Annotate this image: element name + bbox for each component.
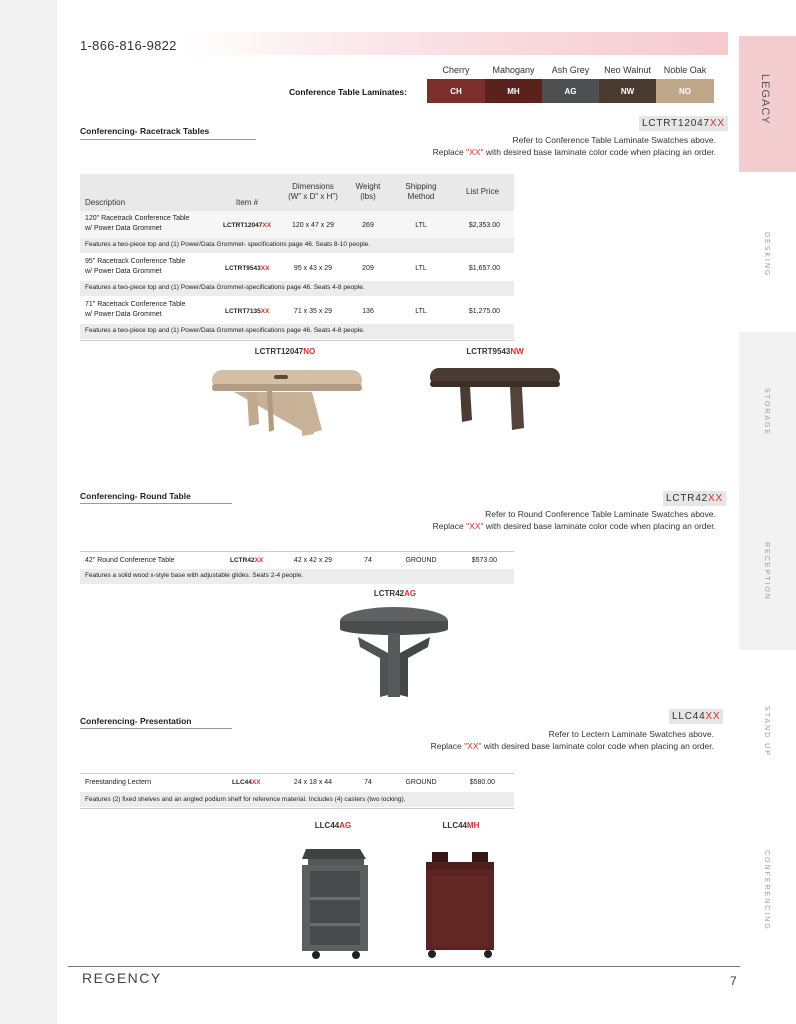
page-number: 7 [730, 974, 737, 988]
racetrack-code-prefix: LCTRT12047 [642, 118, 710, 129]
presentation-title-rule [80, 728, 232, 729]
row-3-feature: Features a two-piece top and (1) Power/Data Grommet-specifications page 46. Seats 4-8 people. [85, 327, 365, 334]
product-caption-racetrack-1 [210, 347, 360, 356]
round-row-ship: GROUND [405, 557, 437, 564]
presentation-code-prefix: LLC44 [672, 711, 706, 722]
row-1-desc-line-1: 120" Racetrack Conference Table [85, 215, 190, 222]
round-row-dims: 42 x 42 x 29 [293, 557, 333, 564]
row-1-item-base: LCTRT12047 [223, 222, 263, 229]
row-2-dims: 95 x 43 x 29 [293, 265, 333, 272]
racetrack-note-2 [433, 147, 716, 157]
round-row-item-xx: XX [254, 557, 264, 564]
row-3-description [85, 300, 185, 320]
round-row-feature: Features a solid wood x-style base with adjustable glides. Seats 2-4 people. [85, 572, 304, 579]
row-2-ship: LTL [415, 265, 427, 272]
row-3-desc-line-2: w/ Power Data Grommet [85, 311, 162, 318]
col-weight-sub: (lbs) [360, 192, 376, 201]
row-2-item-xx: XX [260, 265, 270, 272]
product-1-base: LCTRT12047 [254, 347, 304, 356]
presentation-code-box [669, 709, 723, 724]
product-caption-racetrack-2 [420, 347, 570, 356]
product-2-suffix: NW [510, 347, 524, 356]
row-1-ship: LTL [415, 222, 427, 229]
row-2-desc-line-1: 95" Racetrack Conference Table [85, 258, 186, 265]
swatch-name-cherry: Cherry [442, 65, 470, 75]
tab-legacy-label: LEGACY [759, 74, 771, 125]
round-row-weight: 74 [364, 557, 372, 564]
col-dimensions-sub: (W" x D" x H") [288, 192, 338, 201]
left-margin-bar [0, 0, 57, 1024]
tab-storage[interactable] [739, 332, 796, 492]
row-2-price: $1,657.00 [468, 265, 500, 272]
presentation-note-2-pre: Replace [430, 741, 465, 751]
phone-number: 1-866-816-9822 [80, 38, 177, 53]
col-price: List Price [466, 187, 499, 196]
product-caption-round [320, 589, 470, 598]
presentation-title: Conferencing- Presentation [80, 716, 192, 726]
round-table-ash-grey-image [338, 603, 450, 699]
presentation-note-2-post: with desired base laminate color code when placing an order. [481, 741, 714, 751]
product-2-base: LCTRT9543 [466, 347, 511, 356]
col-shipping-label: Shipping [405, 182, 437, 191]
lectern-row-description: Freestanding Lectern [85, 779, 152, 786]
round-note-2 [433, 521, 716, 531]
laminates-label: Conference Table Laminates: [289, 87, 407, 97]
presentation-note-2-xx: "XX" [464, 741, 482, 751]
tab-stand-up[interactable] [739, 650, 796, 810]
row-1-dims: 120 x 47 x 29 [291, 222, 335, 229]
racetrack-note-2-post: with desired base laminate color code when placing an order. [483, 147, 716, 157]
swatch-name-noble-oak: Noble Oak [663, 65, 707, 75]
lectern-row-item-base: LLC44 [232, 779, 252, 786]
regency-logo: REGENCY [82, 970, 162, 986]
row-3-price: $1,275.00 [468, 308, 500, 315]
col-shipping-sub: Method [407, 192, 435, 201]
row-1-price: $2,353.00 [468, 222, 500, 229]
round-title: Conferencing- Round Table [80, 491, 191, 501]
row-2-item-base: LCTRT9543 [225, 265, 261, 272]
swatch-neo-walnut: NW [599, 79, 656, 103]
round-row-item [230, 557, 263, 564]
racetrack-code-suffix: XX [709, 118, 725, 129]
racetrack-title: Conferencing- Racetrack Tables [80, 126, 210, 136]
row-2-description [85, 257, 185, 277]
col-description: Description [85, 198, 126, 207]
racetrack-title-rule [80, 139, 256, 140]
lectern-1-base: LLC44 [314, 821, 340, 830]
lectern-table-bottom-rule [80, 808, 514, 809]
racetrack-note-2-pre: Replace [432, 147, 467, 157]
row-3-desc-line-1: 71" Racetrack Conference Table [85, 301, 186, 308]
product-caption-lectern-ag [288, 821, 378, 830]
tab-conferencing-label: CONFERENCING [763, 850, 770, 931]
round-note-1: Refer to Round Conference Table Laminate Swatches above. [485, 509, 716, 519]
presentation-note-1: Refer to Lectern Laminate Swatches above. [548, 729, 714, 739]
presentation-note-2 [431, 741, 714, 751]
row-1-feature: Features a two-piece top and (1) Power/Data Grommet- specifications page 46. Seats 8-10 people. [85, 241, 371, 248]
row-2-feature: Features a two-piece top and (1) Power/Data Grommet-specifications page 46. Seats 4-8 people. [85, 284, 365, 291]
tab-legacy[interactable] [739, 36, 796, 172]
row-1-desc-line-2: w/ Power Data Grommet [85, 225, 162, 232]
tab-stand-up-label: STAND UP [763, 706, 770, 757]
round-row-price: $573.00 [471, 557, 497, 564]
lectern-row-feature: Features (2) fixed shelves and an angled podium shelf for reference material. Includes (4) casters (two locking). [85, 796, 406, 803]
col-item: Item # [235, 198, 259, 207]
racetrack-table-bottom-rule [80, 340, 514, 341]
row-3-weight: 136 [362, 308, 374, 315]
row-3-item-base: LCTRT7135 [225, 308, 261, 315]
round-note-2-xx: "XX" [466, 521, 484, 531]
col-dimensions-label: Dimensions [292, 182, 334, 191]
lectern-row-dims: 24 x 18 x 44 [293, 779, 333, 786]
tab-desking[interactable] [739, 172, 796, 332]
tab-desking-label: DESKING [763, 232, 770, 278]
lectern-mahogany-image [422, 848, 498, 960]
round-row-description: 42" Round Conference Table [85, 557, 175, 564]
tab-storage-label: STORAGE [763, 388, 770, 437]
row-2-item [225, 265, 269, 272]
swatch-ash-grey: AG [542, 79, 599, 103]
lectern-row-item [232, 779, 261, 786]
swatch-name-ash-grey: Ash Grey [551, 65, 590, 75]
round-note-2-post: with desired base laminate color code when placing an order. [483, 521, 716, 531]
racetrack-table-walnut-image [430, 362, 560, 432]
lectern-1-suffix: AG [339, 821, 352, 830]
round-code-suffix: XX [708, 493, 723, 504]
header-band [180, 32, 728, 55]
row-2-desc-line-2: w/ Power Data Grommet [85, 268, 162, 275]
row-1-weight: 269 [362, 222, 374, 229]
row-1-description [85, 214, 189, 234]
col-shipping [395, 182, 447, 202]
swatch-mahogany: MH [485, 79, 542, 103]
footer-rule [68, 966, 740, 967]
product-caption-lectern-mh [416, 821, 506, 830]
swatch-name-mahogany: Mahogany [492, 65, 535, 75]
col-weight-label: Weight [355, 182, 381, 191]
lectern-row-item-xx: XX [251, 779, 261, 786]
lectern-row-weight: 74 [364, 779, 372, 786]
round-product-suffix: AG [404, 589, 417, 598]
lectern-row-price: $580.00 [469, 779, 495, 786]
round-title-rule [80, 503, 232, 504]
swatch-name-neo-walnut: Neo Walnut [604, 65, 651, 75]
round-row-item-base: LCTR42 [230, 557, 255, 564]
lectern-2-suffix: MH [467, 821, 480, 830]
row-3-item [225, 308, 269, 315]
tab-reception-label: RECEPTION [763, 542, 770, 601]
swatch-noble-oak: NO [656, 79, 714, 103]
row-1-item [223, 222, 271, 229]
col-weight [348, 182, 388, 202]
lectern-row-ship: GROUND [405, 779, 437, 786]
col-dimensions [278, 182, 348, 202]
racetrack-table-oak-image [212, 362, 362, 438]
tab-reception[interactable] [739, 492, 796, 650]
row-2-weight: 209 [362, 265, 374, 272]
row-3-dims: 71 x 35 x 29 [293, 308, 333, 315]
swatch-cherry: CH [427, 79, 485, 103]
product-1-suffix: NO [303, 347, 316, 356]
row-3-item-xx: XX [260, 308, 270, 315]
round-code-box [663, 491, 726, 506]
racetrack-note-2-xx: "XX" [466, 147, 484, 157]
round-code-prefix: LCTR42 [666, 493, 709, 504]
row-1-item-xx: XX [262, 222, 272, 229]
round-note-2-pre: Replace [432, 521, 467, 531]
lectern-ash-grey-image [300, 843, 370, 961]
presentation-code-suffix: XX [705, 711, 721, 722]
tab-conferencing[interactable] [739, 810, 796, 960]
lectern-2-base: LLC44 [442, 821, 467, 830]
racetrack-note-1: Refer to Conference Table Laminate Swatches above. [512, 135, 716, 145]
racetrack-code-box [639, 116, 728, 131]
row-3-ship: LTL [415, 308, 427, 315]
round-product-base: LCTR42 [373, 589, 405, 598]
